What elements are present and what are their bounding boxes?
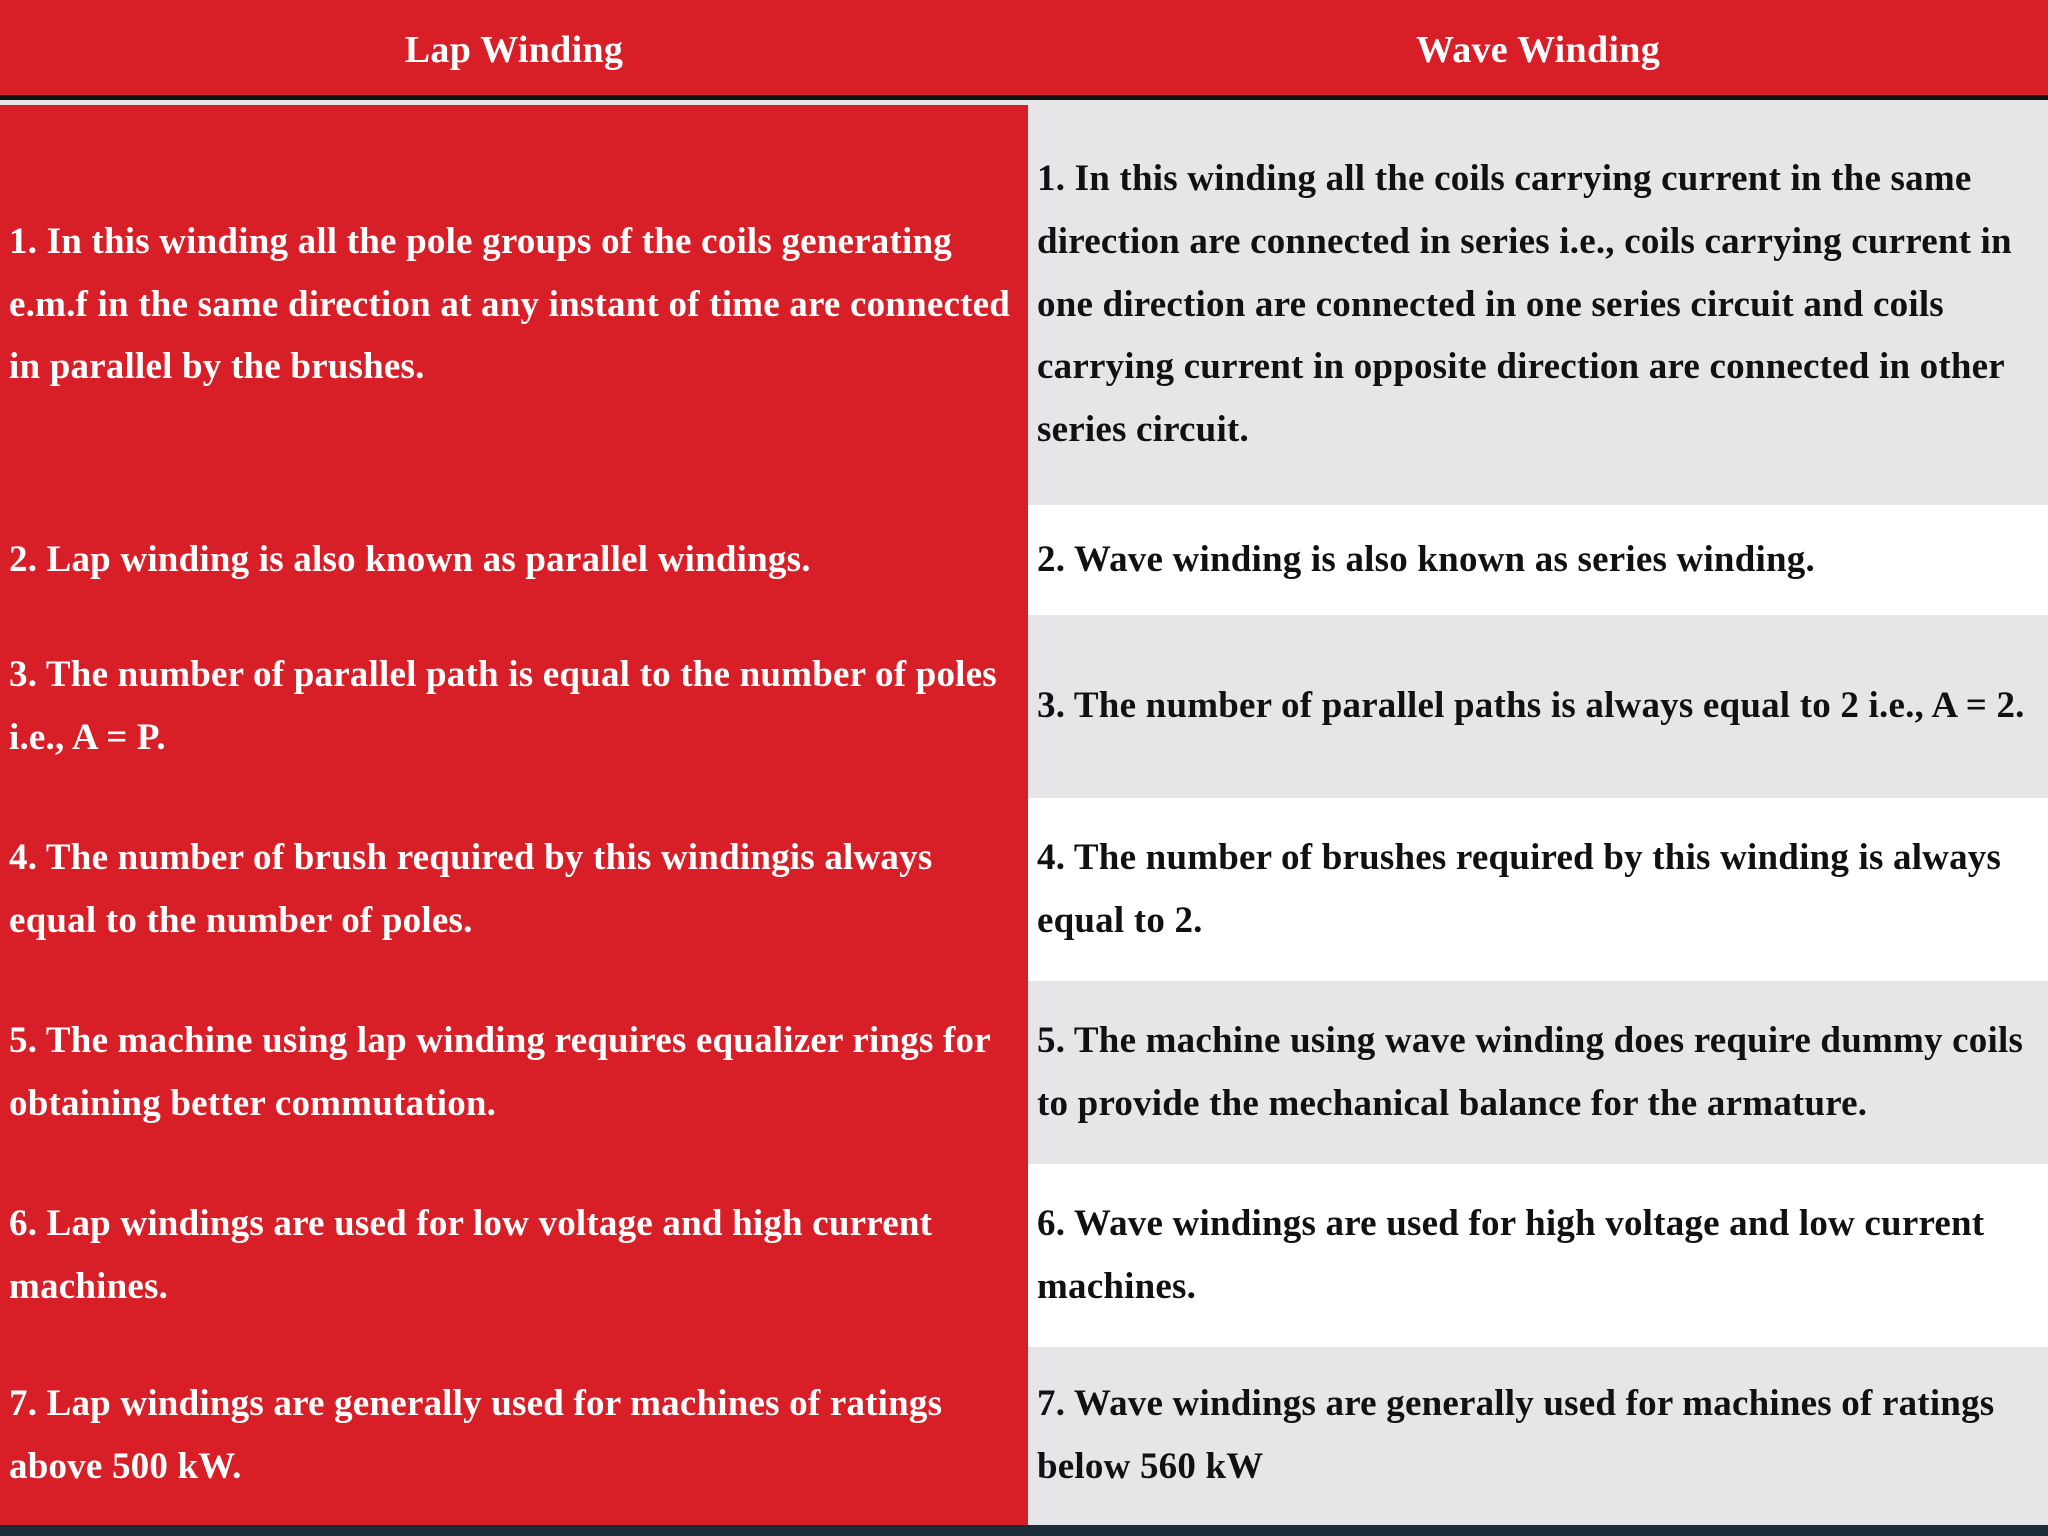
lap-text: 6. Lap windings are used for low voltage and high current machines.	[9, 1202, 933, 1307]
lap-cell	[0, 505, 1028, 615]
wave-text: 1. In this winding all the coils carrying current in the same direction are connected in series i.e., coils carrying current in one direction are connected in one series circuit and coils carrying current in opposite direction are connected in other series circuit.	[1037, 158, 2012, 451]
wave-cell	[1028, 505, 2048, 615]
lap-cell	[0, 1164, 1028, 1347]
table-header	[0, 0, 2048, 100]
wave-text: 3. The number of parallel paths is always equal to 2 i.e., A = 2.	[1037, 685, 2025, 727]
wave-text: 4. The number of brushes required by this winding is always equal to 2.	[1037, 836, 2002, 941]
lap-winding-heading: Lap Winding	[404, 29, 624, 71]
lap-cell	[0, 615, 1028, 798]
wave-cell	[1028, 615, 2048, 798]
lap-cell	[0, 1347, 1028, 1525]
wave-text: 5. The machine using wave winding does require dummy coils to provide the mechanical balance for the armature.	[1037, 1019, 2024, 1124]
table-row	[0, 615, 2048, 798]
table-row	[0, 505, 2048, 615]
wave-text: 2. Wave winding is also known as series winding.	[1037, 538, 1815, 580]
lap-text: 2. Lap winding is also known as parallel windings.	[9, 538, 811, 580]
lap-text: 5. The machine using lap winding requires equalizer rings for obtaining better commutation.	[9, 1019, 991, 1124]
wave-cell	[1028, 981, 2048, 1164]
lap-text: 1. In this winding all the pole groups of the coils generating e.m.f in the same direction at any instant of time are connected in parallel by the brushes.	[9, 220, 1011, 388]
table-row	[0, 798, 2048, 981]
lap-text: 7. Lap windings are generally used for machines of ratings above 500 kW.	[9, 1383, 943, 1487]
lap-cell	[0, 798, 1028, 981]
bottom-edge-bar	[0, 1525, 2048, 1536]
wave-cell	[1028, 1164, 2048, 1347]
wave-text: 6. Wave windings are used for high voltage and low current machines.	[1037, 1202, 1985, 1307]
lap-cell	[0, 981, 1028, 1164]
table-row	[0, 1347, 2048, 1525]
lap-text: 3. The number of parallel path is equal to the number of poles i.e., A = P.	[9, 653, 997, 758]
comparison-table	[0, 105, 2048, 1525]
wave-cell	[1028, 798, 2048, 981]
wave-cell	[1028, 105, 2048, 505]
wave-cell	[1028, 1347, 2048, 1525]
lap-cell	[0, 105, 1028, 505]
table-row	[0, 981, 2048, 1164]
table-row	[0, 1164, 2048, 1347]
table-row	[0, 105, 2048, 505]
wave-winding-heading: Wave Winding	[1415, 29, 1660, 71]
wave-text: 7. Wave windings are generally used for machines of ratings below 560 kW	[1037, 1383, 1995, 1487]
lap-text: 4. The number of brush required by this windingis always equal to the number of poles.	[9, 836, 933, 941]
